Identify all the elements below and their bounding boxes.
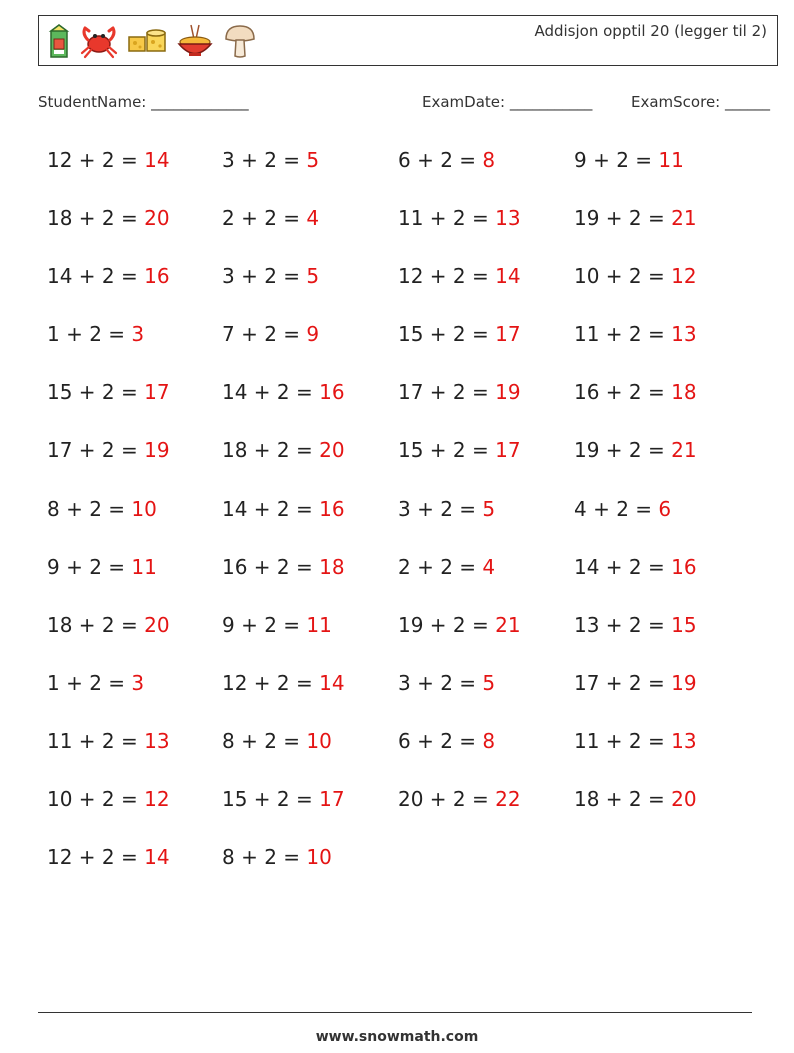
addition-problem <box>574 146 750 204</box>
addition-problem <box>398 146 574 204</box>
problem-answer: 14 <box>495 264 521 289</box>
problem-question: 14 + 2 = <box>574 554 672 579</box>
problem-question: 2 + 2 = <box>398 554 483 579</box>
problem-answer: 11 <box>306 612 332 637</box>
problem-answer: 11 <box>658 148 684 172</box>
crab-icon <box>79 23 119 59</box>
problem-question: 16 + 2 = <box>222 554 320 579</box>
addition-problem <box>47 669 222 727</box>
addition-problem <box>47 843 222 901</box>
problem-answer: 15 <box>671 612 697 637</box>
problem-answer: 21 <box>671 206 697 231</box>
problem-answer: 17 <box>319 787 345 812</box>
cheese-icon <box>127 23 167 59</box>
problem-question: 14 + 2 = <box>47 264 145 289</box>
problem-answer: 16 <box>671 554 697 579</box>
addition-problem <box>574 611 750 669</box>
problem-question: 10 + 2 = <box>47 787 145 812</box>
problem-answer: 20 <box>144 206 170 231</box>
mushroom-icon <box>223 23 257 59</box>
problem-answer: 19 <box>144 438 170 463</box>
addition-problem <box>574 553 750 611</box>
addition-problem <box>47 262 222 320</box>
addition-problem <box>222 785 398 843</box>
addition-problem <box>574 262 750 320</box>
worksheet-header <box>38 15 778 66</box>
addition-problem <box>222 378 398 436</box>
problem-answer: 18 <box>319 554 345 579</box>
addition-problem <box>398 669 574 727</box>
problem-answer: 14 <box>319 670 345 695</box>
problem-answer: 18 <box>671 380 697 405</box>
milk-carton-icon <box>47 23 71 59</box>
footer-url: www.snowmath.com <box>315 1029 479 1045</box>
problem-question: 20 + 2 = <box>398 787 496 812</box>
problem-answer: 5 <box>482 496 496 521</box>
problem-answer: 17 <box>495 438 521 463</box>
problem-answer: 19 <box>671 670 697 695</box>
addition-problem <box>222 669 398 727</box>
addition-problem <box>222 204 398 262</box>
problem-question: 19 + 2 = <box>574 206 672 231</box>
problem-answer: 16 <box>319 380 345 405</box>
student-name-field: StudentName: _____________ <box>38 93 249 111</box>
addition-problem <box>47 785 222 843</box>
addition-problem <box>47 146 222 204</box>
problem-answer: 3 <box>131 322 145 347</box>
addition-problem <box>398 727 574 785</box>
problem-question: 14 + 2 = <box>222 380 320 405</box>
problem-question: 9 + 2 = <box>574 148 659 172</box>
noodle-bowl-icon <box>175 23 215 59</box>
addition-problem <box>398 785 574 843</box>
problem-question: 12 + 2 = <box>47 845 145 870</box>
problem-question: 12 + 2 = <box>47 148 145 172</box>
addition-problem <box>222 495 398 553</box>
problem-answer: 16 <box>144 264 170 289</box>
problem-question: 15 + 2 = <box>398 322 496 347</box>
problem-question: 17 + 2 = <box>398 380 496 405</box>
addition-problem <box>47 204 222 262</box>
problem-answer: 20 <box>319 438 345 463</box>
problem-question: 19 + 2 = <box>398 612 496 637</box>
addition-problem <box>222 843 398 901</box>
problem-question: 18 + 2 = <box>47 206 145 231</box>
problem-answer: 12 <box>144 787 170 812</box>
addition-problem <box>574 204 750 262</box>
problem-answer: 10 <box>306 728 332 753</box>
addition-problem <box>398 378 574 436</box>
problem-answer: 19 <box>495 380 521 405</box>
problem-question: 19 + 2 = <box>574 438 672 463</box>
problem-question: 11 + 2 = <box>574 322 672 347</box>
problem-question: 18 + 2 = <box>47 612 145 637</box>
addition-problem <box>222 262 398 320</box>
addition-problem <box>222 320 398 378</box>
problem-question: 18 + 2 = <box>574 787 672 812</box>
problem-answer: 5 <box>482 670 496 695</box>
problem-question: 15 + 2 = <box>222 787 320 812</box>
problem-question: 8 + 2 = <box>47 496 132 521</box>
addition-problem <box>398 262 574 320</box>
addition-problem <box>398 320 574 378</box>
addition-problem <box>574 436 750 494</box>
header-icons <box>47 23 257 59</box>
problem-question: 7 + 2 = <box>222 322 307 347</box>
problem-answer: 10 <box>306 845 332 870</box>
problem-answer: 16 <box>319 496 345 521</box>
addition-problem <box>47 727 222 785</box>
addition-problem <box>574 320 750 378</box>
problem-answer: 4 <box>306 206 320 231</box>
addition-problem <box>47 611 222 669</box>
addition-problem <box>574 785 750 843</box>
problem-answer: 5 <box>306 264 320 289</box>
problem-answer: 8 <box>482 728 496 753</box>
addition-problem <box>398 611 574 669</box>
problem-answer: 5 <box>306 148 320 172</box>
addition-problem <box>222 553 398 611</box>
problem-answer: 22 <box>495 787 521 812</box>
problem-question: 3 + 2 = <box>222 148 307 172</box>
problem-question: 3 + 2 = <box>398 670 483 695</box>
problem-question: 9 + 2 = <box>222 612 307 637</box>
problem-question: 2 + 2 = <box>222 206 307 231</box>
problem-question: 17 + 2 = <box>47 438 145 463</box>
problem-question: 15 + 2 = <box>47 380 145 405</box>
problem-question: 6 + 2 = <box>398 728 483 753</box>
worksheet-title: Addisjon opptil 20 (legger til 2) <box>534 22 767 40</box>
problem-answer: 11 <box>131 554 157 579</box>
exam-score-field: ExamScore: ______ <box>631 93 770 111</box>
problem-answer: 14 <box>144 845 170 870</box>
problem-question: 12 + 2 = <box>398 264 496 289</box>
problem-question: 14 + 2 = <box>222 496 320 521</box>
problem-question: 11 + 2 = <box>47 728 145 753</box>
footer-divider <box>38 1012 752 1013</box>
problem-question: 1 + 2 = <box>47 670 132 695</box>
student-fields <box>38 93 770 113</box>
problem-question: 8 + 2 = <box>222 845 307 870</box>
problem-answer: 13 <box>671 728 697 753</box>
addition-problem <box>222 611 398 669</box>
problem-question: 11 + 2 = <box>398 206 496 231</box>
problem-question: 3 + 2 = <box>222 264 307 289</box>
problem-answer: 9 <box>306 322 320 347</box>
problem-question: 13 + 2 = <box>574 612 672 637</box>
problem-grid <box>47 146 757 901</box>
problem-answer: 17 <box>495 322 521 347</box>
problem-question: 15 + 2 = <box>398 438 496 463</box>
problem-question: 11 + 2 = <box>574 728 672 753</box>
addition-problem <box>47 436 222 494</box>
addition-problem <box>398 495 574 553</box>
addition-problem <box>574 495 750 553</box>
problem-question: 10 + 2 = <box>574 264 672 289</box>
problem-question: 16 + 2 = <box>574 380 672 405</box>
problem-answer: 12 <box>671 264 697 289</box>
problem-question: 6 + 2 = <box>398 148 483 172</box>
problem-question: 3 + 2 = <box>398 496 483 521</box>
problem-answer: 3 <box>131 670 145 695</box>
addition-problem <box>222 727 398 785</box>
addition-problem <box>47 378 222 436</box>
addition-problem <box>47 553 222 611</box>
problem-answer: 20 <box>144 612 170 637</box>
addition-problem <box>222 146 398 204</box>
addition-problem <box>222 436 398 494</box>
addition-problem <box>574 378 750 436</box>
problem-answer: 8 <box>482 148 496 172</box>
problem-question: 9 + 2 = <box>47 554 132 579</box>
addition-problem <box>398 553 574 611</box>
addition-problem <box>574 727 750 785</box>
problem-answer: 14 <box>144 148 170 172</box>
problem-answer: 17 <box>144 380 170 405</box>
problem-answer: 6 <box>658 496 672 521</box>
exam-date-field: ExamDate: ___________ <box>422 93 593 111</box>
problem-answer: 21 <box>671 438 697 463</box>
problem-question: 18 + 2 = <box>222 438 320 463</box>
problem-question: 8 + 2 = <box>222 728 307 753</box>
problem-answer: 21 <box>495 612 521 637</box>
problem-question: 1 + 2 = <box>47 322 132 347</box>
problem-answer: 4 <box>482 554 496 579</box>
problem-answer: 13 <box>495 206 521 231</box>
problem-answer: 13 <box>671 322 697 347</box>
problem-question: 12 + 2 = <box>222 670 320 695</box>
problem-answer: 10 <box>131 496 157 521</box>
problem-answer: 13 <box>144 728 170 753</box>
addition-problem <box>398 436 574 494</box>
problem-question: 4 + 2 = <box>574 496 659 521</box>
addition-problem <box>398 204 574 262</box>
problem-question: 17 + 2 = <box>574 670 672 695</box>
problem-answer: 20 <box>671 787 697 812</box>
addition-problem <box>574 669 750 727</box>
addition-problem <box>47 320 222 378</box>
addition-problem <box>47 495 222 553</box>
